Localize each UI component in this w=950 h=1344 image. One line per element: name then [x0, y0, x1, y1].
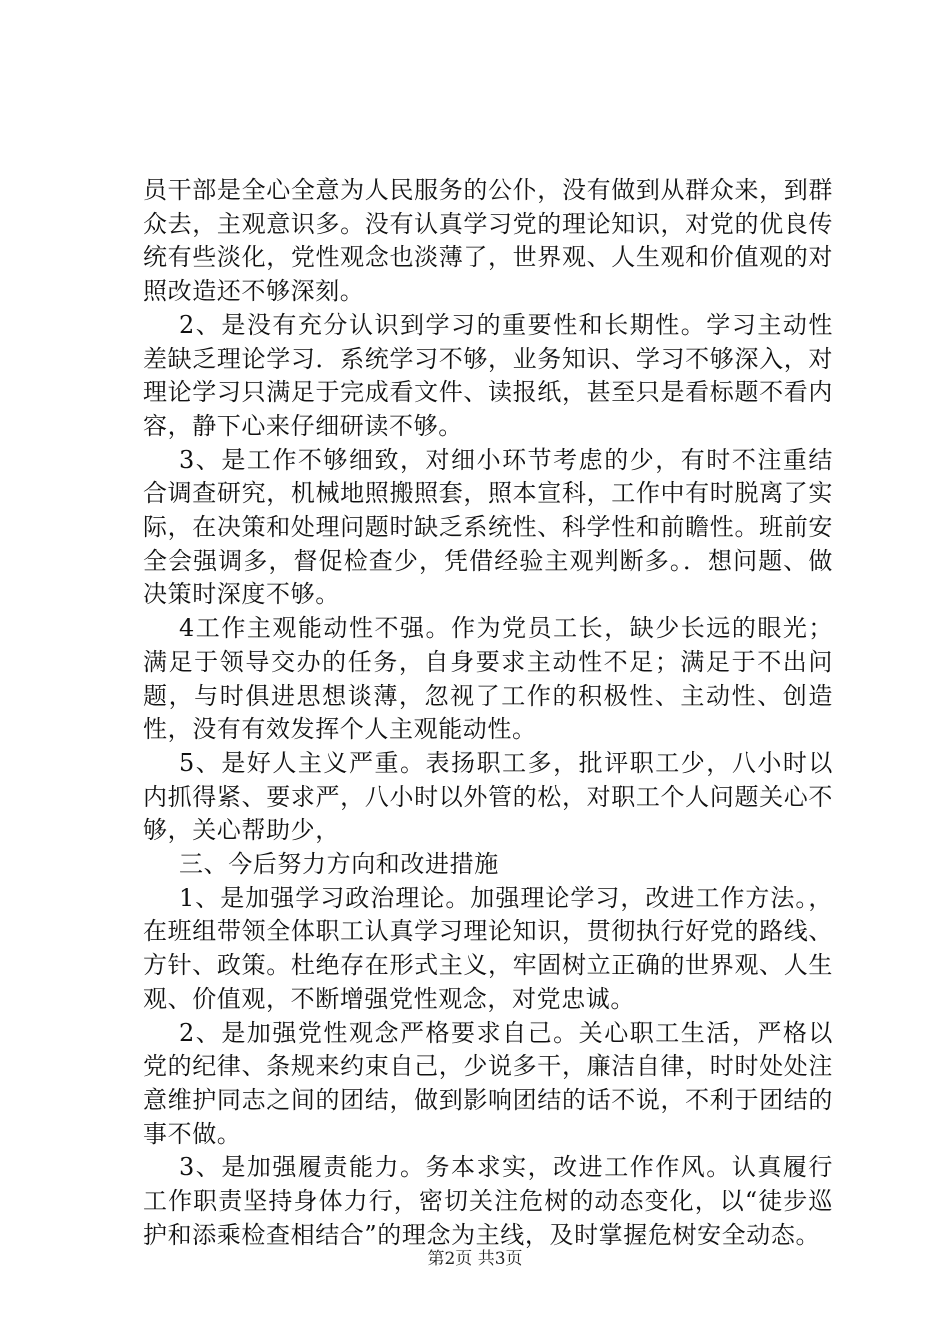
page-number-indicator: 第2页 共3页 — [427, 1249, 523, 1269]
paragraph-4: 4工作主观能动性不强。作为党员工长，缺少长远的眼光；满足于领导交办的任务，自身要求主动性不足；满足于不出问题，与时俱进思想谈薄，忽视了工作的积极性、主动性、创造性，没有有效发挥个人主观能动性。 — [143, 614, 833, 744]
paragraph-5: 5、是好人主义严重。表扬职工多，批评职工少，八小时以内抓得紧、要求严，八小时以外管的松，对职工个人问题关心不够，关心帮助少， — [143, 748, 833, 845]
paragraph-2: 2、是没有充分认识到学习的重要性和长期性。学习主动性差缺乏理论学习．系统学习不够，业务知识、学习不够深入，对理论学习只满足于完成看文件、读报纸，甚至只是看标题不看内容，静下心来仔细研读不够。 — [143, 310, 833, 440]
paragraph-1: 员干部是全心全意为人民服务的公仆，没有做到从群众来，到群众去，主观意识多。没有认真学习党的理论知识，对党的优良传统有些淡化，党性观念也淡薄了，世界观、人生观和价值观的对照改造还不够深刻。 — [143, 176, 833, 306]
page-footer — [0, 1244, 950, 1269]
paragraph-3: 3、是工作不够细致，对细小环节考虑的少，有时不注重结合调查研究，机械地照搬照套，照本宣科，工作中有时脱离了实际，在决策和处理问题时缺乏系统性、科学性和前瞻性。班前安全会强调多，督促检查少，凭借经验主观判断多。．想问题、做决策时深度不够。 — [143, 445, 833, 609]
paragraph-9: 3、是加强履责能力。务本求实，改进工作作风。认真履行工作职责坚持身体力行，密切关注危树的动态变化，以“徒步巡护和添乘检查相结合”的理念为主线，及时掌握危树安全动态。 — [143, 1153, 833, 1249]
section-heading-3: 三、今后努力方向和改进措施 — [179, 850, 499, 879]
document-body — [143, 174, 833, 1253]
paragraph-7: 1、是加强学习政治理论。加强理论学习，改进工作方法。，在班组带领全体职工认真学习理论知识，贯彻执行好党的路线、方针、政策。杜绝存在形式主义，牢固树立正确的世界观、人生观、价值观，不断增强党性观念，对党忠诚。 — [143, 883, 833, 1013]
paragraph-8: 2、是加强党性观念严格要求自己。关心职工生活，严格以党的纪律、条规来约束自己，少说多干，廉洁自律，时时处处注意维护同志之间的团结，做到影响团结的话不说，不利于团结的事不做。 — [143, 1018, 833, 1148]
